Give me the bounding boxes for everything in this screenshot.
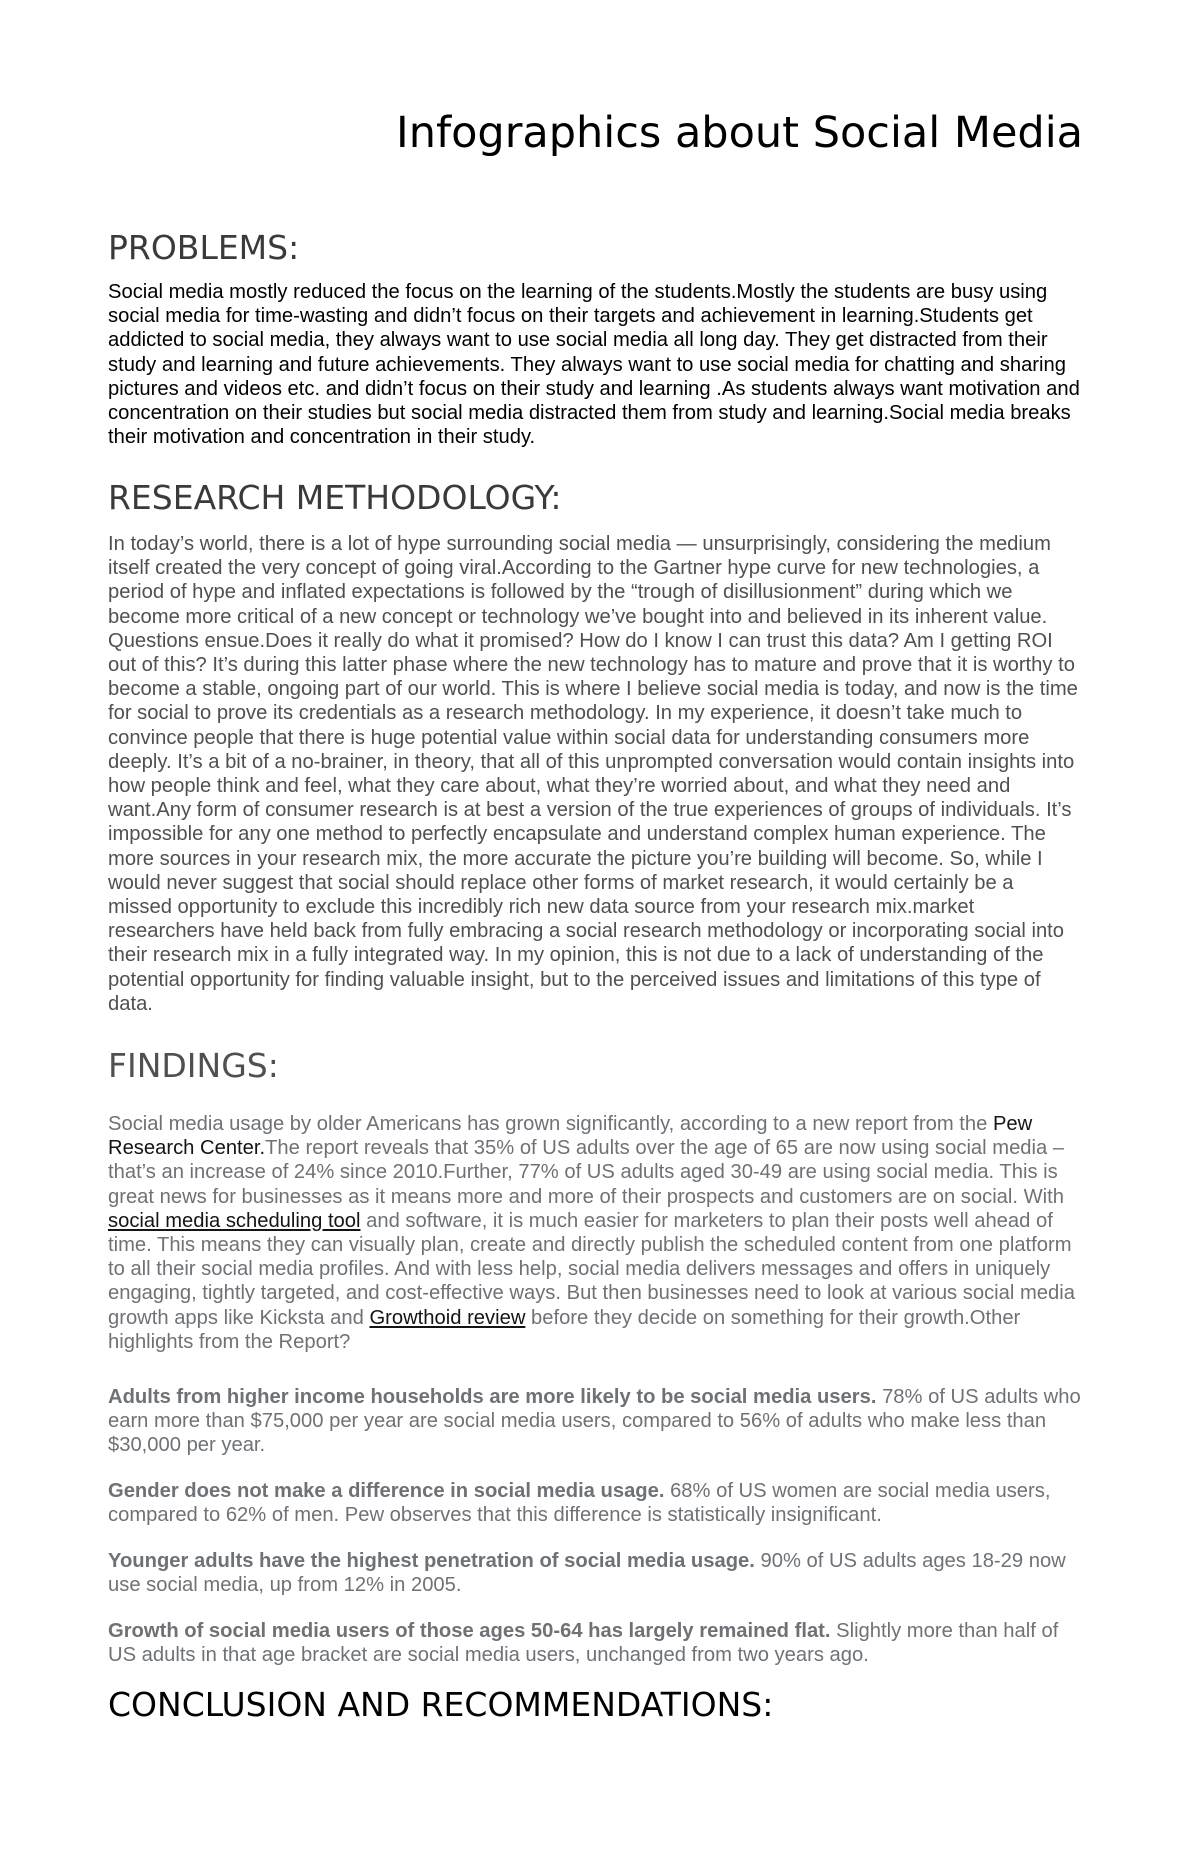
findings-intro-text-2: The report reveals that 35% of US adults over the age of 65 are now using social media – that’s an increase of 24% since 2010.Further, 77% of US adults aged 30-49 are using social media. This is great news for businesses as it means more and more of their prospects and customers are on social. With: [108, 1137, 1065, 1208]
finding-highlight-text: 68% of US women are social media users, compared to 62% of men. Pew observes that this difference is statistically insignificant.: [108, 1480, 1051, 1527]
finding-highlight-younger-adults: [108, 1549, 1083, 1597]
findings-intro-text-1: Social media usage by older Americans has grown significantly, according to a new report from the: [108, 1113, 993, 1135]
findings-intro-text-3: and software, it is much easier for marketers to plan their posts well ahead of time. This means they can visually plan, create and directly publish the scheduled content from one platform to all their social media profiles. And with less help, social media delivers messages and offers in uniquely engaging, tightly targeted, and cost-effective ways. But then businesses need to look at various social media growth apps like Kicksta and: [108, 1209, 1075, 1329]
finding-highlight-ages-50-64: [108, 1619, 1083, 1667]
finding-highlight-lead: Adults from higher income households are more likely to be social media users.: [108, 1386, 877, 1408]
finding-highlight-lead: Younger adults have the highest penetration of social media usage.: [108, 1550, 755, 1572]
problems-heading: PROBLEMS:: [108, 228, 300, 267]
findings-intro-text-4: before they decide on something for their growth.Other highlights from the Report?: [108, 1306, 1021, 1353]
finding-highlight-text: 90% of US adults ages 18-29 now use social media, up from 12% in 2005.: [108, 1550, 1066, 1597]
growthoid-review-link[interactable]: Growthoid review: [369, 1306, 526, 1329]
finding-highlight-lead: Growth of social media users of those ages 50-64 has largely remained flat.: [108, 1620, 831, 1642]
finding-highlight-income: [108, 1385, 1083, 1458]
finding-highlight-text: 78% of US adults who earn more than $75,000 per year are social media users, compared to 56% of adults who make less than $30,000 per year.: [108, 1386, 1081, 1457]
social-media-scheduling-tool-link[interactable]: social media scheduling tool: [108, 1209, 361, 1232]
conclusion-heading: CONCLUSION AND RECOMMENDATIONS:: [108, 1685, 774, 1724]
problems-paragraph: Social media mostly reduced the focus on the learning of the students.Mostly the students are busy using social media for time-wasting and didn’t focus on their targets and achievement in learning.Students get addicted to social media, they always want to use social media all long day. They get distracted from their study and learning and future achievements. They always want to use social media for chatting and sharing pictures and videos etc. and didn’t focus on their study and learning .As students always want motivation and concentration on their studies but social media distracted them from study and learning.Social media breaks their motivation and concentration in their study.: [108, 281, 1080, 449]
findings-intro-paragraph: [108, 1112, 1083, 1354]
findings-heading: FINDINGS:: [108, 1046, 279, 1085]
methodology-heading: RESEARCH METHODOLOGY:: [108, 478, 562, 517]
pew-research-center-text: Pew Research Center.: [108, 1113, 1033, 1160]
finding-highlight-gender: [108, 1479, 1083, 1527]
document-title: Infographics about Social Media: [396, 108, 1083, 158]
finding-highlight-lead: Gender does not make a difference in social media usage.: [108, 1480, 665, 1502]
finding-highlight-text: Slightly more than half of US adults in that age bracket are social media users, unchanged from two years ago.: [108, 1620, 1059, 1667]
methodology-paragraph: In today’s world, there is a lot of hype surrounding social media — unsurprisingly, considering the medium itself created the very concept of going viral.According to the Gartner hype curve for new technologies, a period of hype and inflated expectations is followed by the “trough of disillusionment” during which we become more critical of a new concept or technology we’ve bought into and believed in its inherent value. Questions ensue.Does it really do what it promised? How do I know I can trust this data? Am I getting ROI out of this? It’s during this latter phase where the new technology has to mature and prove that it is worthy to become a stable, ongoing part of our world. This is where I believe social media is today, and now is the time for social to prove its credentials as a research methodology. In my experience, it doesn’t take much to convince people that there is huge potential value within social data for understanding consumers more deeply. It’s a bit of a no-brainer, in theory, that all of this unprompted conversation would contain insights into how people think and feel, what they care about, what they’re worried about, and what they need and want.Any form of consumer research is at best a version of the true experiences of groups of individuals. It’s impossible for any one method to perfectly encapsulate and understand complex human experience. The more sources in your research mix, the more accurate the picture you’re building will become. So, while I would never suggest that social should replace other forms of market research, it would certainly be a missed opportunity to exclude this incredibly rich new data source from your research mix.market researchers have held back from fully embracing a social research methodology or incorporating social into their research mix in a fully integrated way. In my opinion, this is not due to a lack of understanding of the potential opportunity for finding valuable insight, but to the perceived issues and limitations of this type of data.: [108, 533, 1078, 1015]
